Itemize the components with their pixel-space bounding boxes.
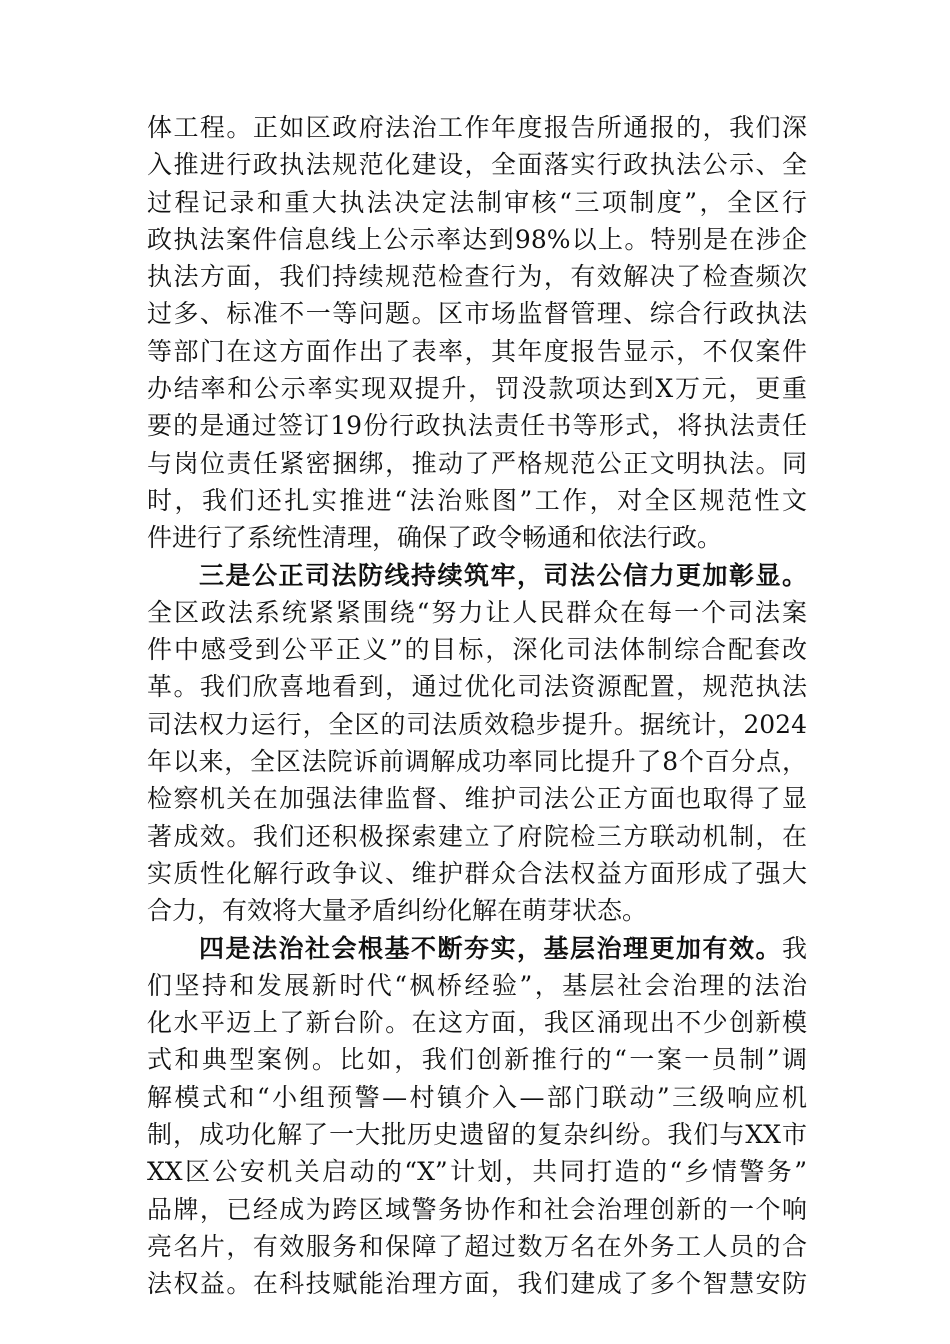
text-line — [147, 1116, 807, 1153]
line-text: XX区公安机关启动的“X”计划，共同打造的“乡情警务” — [147, 1157, 807, 1187]
line-text: 著成效。我们还积极探索建立了府院检三方联动机制，在 — [147, 821, 807, 851]
text-line — [147, 370, 807, 407]
text-line — [147, 482, 807, 519]
text-line — [147, 706, 807, 743]
line-text: 实质性化解行政争议、维护群众合法权益方面形成了强大 — [147, 858, 807, 888]
text-line — [147, 1079, 807, 1116]
line-text: 执法方面，我们持续规范检查行为，有效解决了检查频次 — [147, 262, 807, 292]
text-line — [147, 1153, 807, 1190]
text-line — [147, 445, 807, 482]
text-line — [147, 295, 807, 332]
text-line — [147, 780, 807, 817]
line-text: 合力，有效将大量矛盾纠纷化解在萌芽状态。 — [147, 896, 648, 926]
text-line — [147, 1041, 807, 1078]
line-text: 检察机关在加强法律监督、维护司法公正方面也取得了显 — [147, 784, 807, 814]
line-text: 亮名片，有效服务和保障了超过数万名在外务工人员的合 — [147, 1231, 807, 1261]
text-line — [147, 855, 807, 892]
line-text: 过程记录和重大执法决定法制审核“三项制度”，全区行 — [147, 187, 807, 217]
line-text: 入推进行政执法规范化建设，全面落实行政执法公示、全 — [147, 150, 807, 180]
line-text: 法权益。在科技赋能治理方面，我们建成了多个智慧安防 — [147, 1269, 807, 1299]
text-line — [147, 967, 807, 1004]
line-text: 全区政法系统紧紧围绕“努力让人民群众在每一个司法案 — [147, 597, 807, 627]
line-text: 解模式和“小组预警—村镇介入—部门联动”三级响应机 — [147, 1082, 807, 1112]
line-text: 与岗位责任紧密捆绑，推动了严格规范公正文明执法。同 — [147, 448, 807, 478]
line-text: 时，我们还扎实推进“法治账图”工作，对全区规范性文 — [147, 485, 807, 515]
line-text: 革。我们欣喜地看到，通过优化司法资源配置，规范执法 — [147, 672, 807, 702]
text-line — [147, 1265, 807, 1302]
text-line — [147, 743, 807, 780]
text-line — [147, 1228, 807, 1265]
line-text: 要的是通过签订19份行政执法责任书等形式，将执法责任 — [147, 411, 807, 441]
document-page — [147, 109, 807, 1303]
text-line — [147, 519, 807, 556]
text-line — [147, 109, 807, 146]
line-text: 式和典型案例。比如，我们创新推行的“一案一员制”调 — [147, 1045, 807, 1075]
line-text: 过多、标准不一等问题。区市场监督管理、综合行政执法 — [147, 299, 807, 329]
line-text: 件中感受到公平正义”的目标，深化司法体制综合配套改 — [147, 635, 807, 665]
bold-heading: 四是法治社会根基不断夯实，基层治理更加有效。 — [199, 933, 782, 963]
text-line — [147, 1191, 807, 1228]
line-text: 政执法案件信息线上公示率达到98%以上。特别是在涉企 — [147, 224, 807, 254]
line-text: 们坚持和发展新时代“枫桥经验”，基层社会治理的法治 — [147, 970, 807, 1000]
line-text: 制，成功化解了一大批历史遗留的复杂纠纷。我们与XX市 — [147, 1120, 807, 1150]
line-text: 化水平迈上了新台阶。在这方面，我区涌现出不少创新模 — [147, 1008, 807, 1038]
bold-heading: 三是公正司法防线持续筑牢，司法公信力更加彰显。 — [199, 560, 807, 590]
text-line — [147, 1004, 807, 1041]
line-text: 等部门在这方面作出了表率，其年度报告显示，不仅案件 — [147, 336, 807, 366]
text-line — [147, 258, 807, 295]
text-line — [147, 668, 807, 705]
line-text: 我 — [781, 933, 807, 963]
line-text: 体工程。正如区政府法治工作年度报告所通报的，我们深 — [147, 113, 807, 142]
section-heading-line — [147, 557, 807, 594]
text-line — [147, 146, 807, 183]
line-text: 件进行了系统性清理，确保了政令畅通和依法行政。 — [147, 523, 723, 553]
line-text: 年以来，全区法院诉前调解成功率同比提升了8个百分点， — [147, 747, 807, 777]
text-line — [147, 631, 807, 668]
section-heading-line — [147, 930, 807, 967]
text-line — [147, 221, 807, 258]
line-text: 办结率和公示率实现双提升，罚没款项达到X万元，更重 — [147, 374, 807, 404]
text-line — [147, 892, 807, 929]
line-text: 品牌，已经成为跨区域警务协作和社会治理创新的一个响 — [147, 1194, 807, 1224]
text-line — [147, 184, 807, 221]
text-line — [147, 407, 807, 444]
text-line — [147, 818, 807, 855]
text-line — [147, 594, 807, 631]
line-text: 司法权力运行，全区的司法质效稳步提升。据统计，2024 — [147, 709, 807, 739]
text-line — [147, 333, 807, 370]
